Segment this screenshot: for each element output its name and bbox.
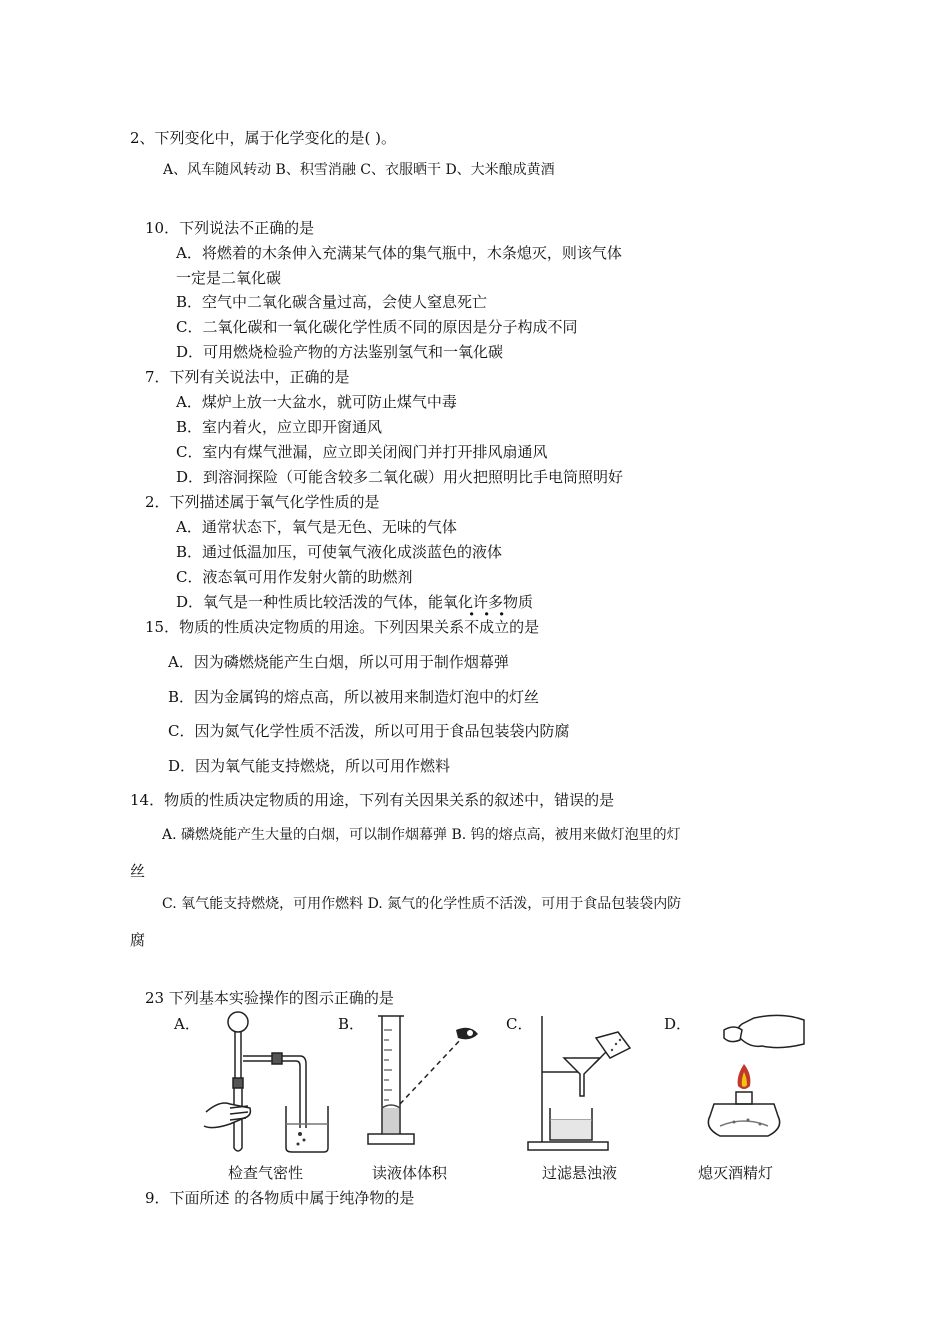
- q10-option-d: D．可用燃烧检验产物的方法鉴别氢气和一氧化碳: [176, 343, 504, 361]
- airtightness-check-figure: [200, 1008, 340, 1158]
- q7-option-a: A．煤炉上放一大盆水，就可防止煤气中毒: [176, 393, 457, 411]
- q2b-stem: 2．下列描述属于氧气化学性质的是: [145, 493, 380, 511]
- q2a-options: A、风车随风转动 B、积雪消融 C、衣服晒干 D、大米酿成黄酒: [163, 162, 555, 178]
- caption-filtration: 过滤悬浊液: [542, 1164, 618, 1182]
- q14-options-ab-wrap: 丝: [130, 862, 146, 880]
- q14-stem: 14．物质的性质决定物质的用途，下列有关因果关系的叙述中，错误的是: [130, 791, 615, 809]
- q2b-option-a: A．通常状态下，氧气是无色、无味的气体: [176, 518, 457, 536]
- caption-airtightness: 检查气密性: [228, 1164, 304, 1182]
- graduated-cylinder-figure: [362, 1010, 487, 1150]
- q23-stem: 23 下列基本实验操作的图示正确的是: [145, 989, 394, 1007]
- q14-options-cd: C. 氧气能支持燃烧，可用作燃料 D. 氮气的化学性质不活泼，可用于食品包装袋内防: [162, 896, 682, 912]
- q2a-stem: 2、下列变化中，属于化学变化的是( )。: [130, 129, 397, 147]
- q2b-option-c: C．液态氧可用作发射火箭的助燃剂: [176, 568, 413, 586]
- q15-option-b: B．因为金属钨的熔点高，所以被用来制造灯泡中的灯丝: [168, 688, 540, 706]
- q10-option-a-line2: 一定是二氧化碳: [176, 269, 282, 287]
- q2b-option-b: B．通过低温加压，可使氧气液化成淡蓝色的液体: [176, 543, 503, 561]
- emphasis-char: 成: [479, 618, 495, 636]
- q23-label-d: D．: [664, 1015, 692, 1033]
- alcohol-lamp-figure: [684, 1008, 812, 1153]
- q23-label-c: C．: [506, 1015, 533, 1033]
- q7-option-d: D．到溶洞探险（可能含较多二氧化碳）用火把照明比手电筒照明好: [176, 468, 624, 486]
- q7-option-b: B．室内着火，应立即开窗通风: [176, 418, 383, 436]
- q9-stem: 9．下面所述 的各物质中属于纯净物的是: [145, 1189, 415, 1207]
- q14-options-ab: A. 磷燃烧能产生大量的白烟，可以制作烟幕弹 B. 钨的熔点高，被用来做灯泡里的灯: [162, 827, 681, 843]
- q7-option-c: C．室内有煤气泄漏，应立即关闭阀门并打开排风扇通风: [176, 443, 548, 461]
- q15-option-d: D．因为氧气能支持燃烧，所以可用作燃料: [168, 757, 451, 775]
- emphasis-char: 立: [494, 618, 510, 636]
- q23-label-b: B．: [338, 1015, 365, 1033]
- q23-label-a: A．: [174, 1015, 200, 1033]
- q15-option-a: A．因为磷燃烧能产生白烟，所以可用于制作烟幕弹: [168, 653, 509, 671]
- q10-option-c: C．二氧化碳和一氧化碳化学性质不同的原因是分子构成不同: [176, 318, 578, 336]
- q14-options-cd-wrap: 腐: [130, 931, 146, 949]
- caption-extinguish-lamp: 熄灭酒精灯: [698, 1164, 774, 1182]
- q10-option-b: B．空气中二氧化碳含量过高，会使人窒息死亡: [176, 293, 488, 311]
- filtration-figure: [520, 1012, 640, 1154]
- q15-stem: 15．物质的性质决定物质的用途。下列因果关系不成立的是: [145, 618, 540, 636]
- emphasis-char: 不: [464, 618, 480, 636]
- q10-stem: 10．下列说法不正确的是: [145, 219, 315, 237]
- caption-read-volume: 读液体体积: [372, 1164, 448, 1182]
- q15-option-c: C．因为氮气化学性质不活泼，所以可用于食品包装袋内防腐: [168, 722, 570, 740]
- q2b-option-d: D．氧气是一种性质比较活泼的气体，能氧化许多物质: [176, 593, 534, 611]
- q10-option-a-line1: A．将燃着的木条伸入充满某气体的集气瓶中，木条熄灭，则该气体: [176, 244, 622, 262]
- q7-stem: 7．下列有关说法中，正确的是: [145, 368, 350, 386]
